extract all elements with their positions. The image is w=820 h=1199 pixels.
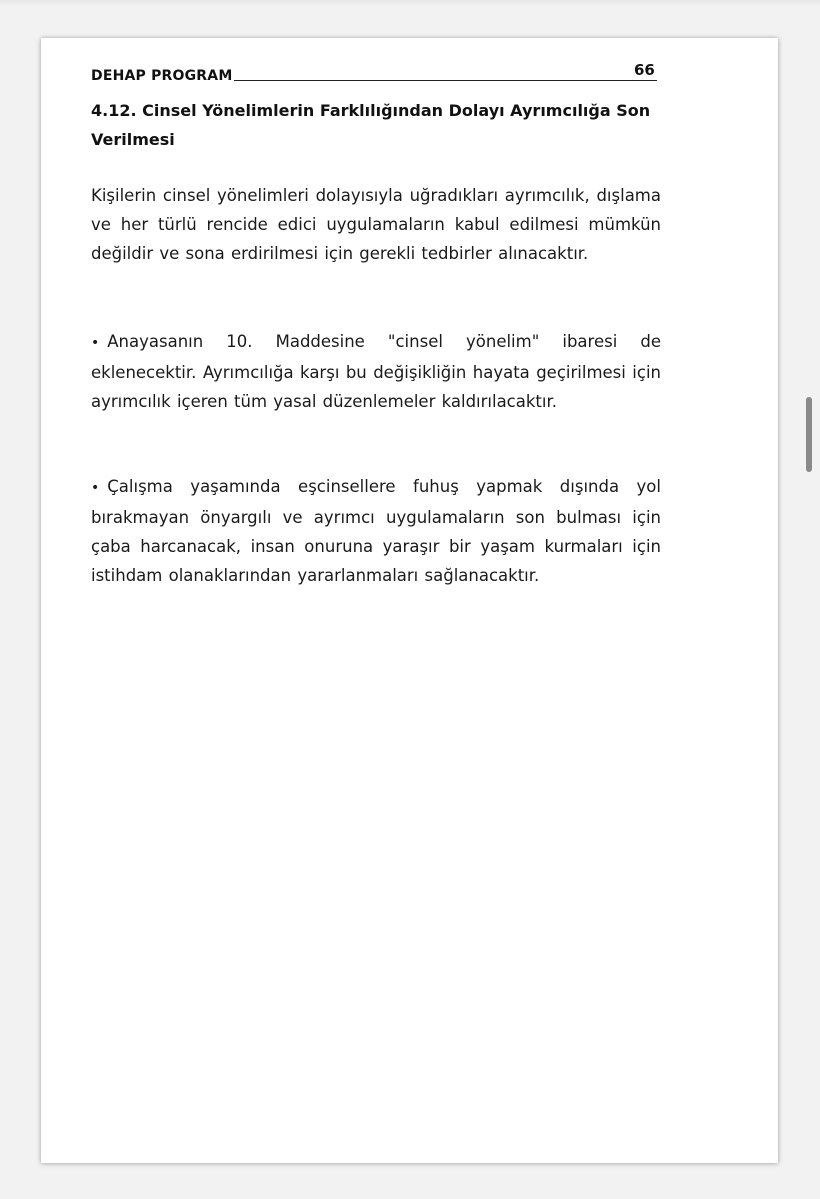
- header-rule: [234, 80, 657, 81]
- bullet-text: Anayasanın 10. Maddesine "cinsel yönelim" ibaresi de eklenecektir. Ayrımcılığa karşı bu değişikliğin hayata geçirilmesi için ayrımcılık içeren tüm yasal düzenlemeler kaldırılacaktır.: [91, 332, 661, 411]
- body-paragraph: Kişilerin cinsel yönelimleri dolayısıyla uğradıkları ayrımcılık, dışlama ve her türlü rencide edici uygulamaların kabul edilmesi mümkün değildir ve sona erdirilmesi için gerekli tedbirler alınacaktır.: [91, 186, 661, 263]
- header-title: DEHAP PROGRAM: [91, 68, 233, 84]
- bullet-item: [91, 327, 661, 416]
- bullet-marker: •: [91, 335, 100, 351]
- vertical-scrollbar[interactable]: [806, 397, 812, 472]
- bullet-marker: •: [91, 480, 100, 496]
- bullet-item: [91, 472, 661, 590]
- page-header: [91, 62, 657, 84]
- top-edge-strip: [0, 0, 820, 6]
- page-number: 66: [634, 61, 655, 79]
- section-title: 4.12. Cinsel Yönelimlerin Farklılığından Dolayı Ayrımcılığa Son Verilmesi: [91, 101, 651, 149]
- bullet-text: Çalışma yaşamında eşcinsellere fuhuş yapmak dışında yol bırakmayan önyargılı ve ayrımcı uygulamaların son bulması için çaba harcanacak, insan onuruna yaraşır bir yaşam kurmaları için istihdam olanaklarından yararlanmaları sağlanacaktır.: [91, 477, 661, 585]
